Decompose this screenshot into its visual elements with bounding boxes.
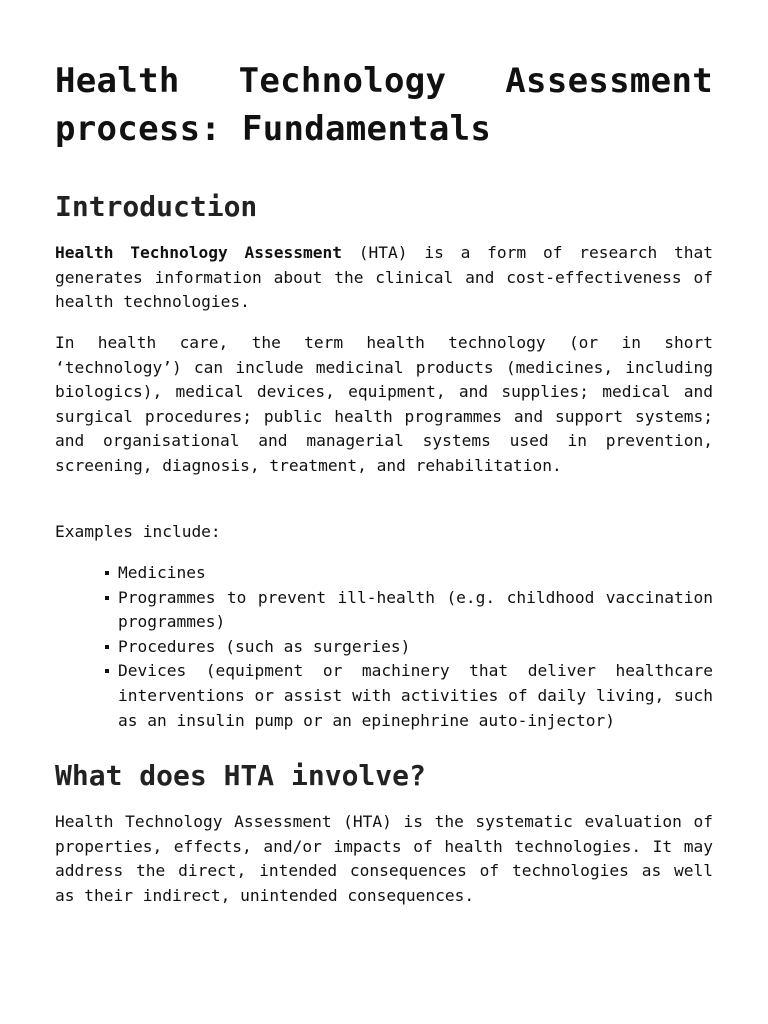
list-item-text: Devices (equipment or machinery that deliver healthcare interventions or assist with activities of daily living, such as an insulin pump or an epinephrine auto-injector) xyxy=(118,661,713,730)
intro-paragraph-text: (HTA) is a form of research that generates information about the clinical and cost-effectiveness of health technologies. xyxy=(55,243,713,312)
examples-label: Examples include: xyxy=(55,522,221,541)
list-item xyxy=(55,586,713,635)
list-item-text: Medicines xyxy=(118,563,206,582)
health-technology-definition-paragraph: In health care, the term health technology (or in short ‘technology’) can include medicinal products (medicines, including biologics), medical devices, equipment, and supplies; medical and surgical procedures; public health programmes and support systems; and organisational and managerial systems used in prevention, screening, diagnosis, treatment, and rehabilitation. xyxy=(55,333,713,475)
list-item-text: Procedures (such as surgeries) xyxy=(118,636,411,656)
document-title: Health Technology Assessment process: Fundamentals xyxy=(55,61,713,149)
intro-paragraph xyxy=(55,241,713,315)
bullet-icon xyxy=(105,645,109,649)
examples-list xyxy=(55,561,713,733)
list-item xyxy=(55,635,713,660)
bullet-icon xyxy=(105,669,109,673)
list-item xyxy=(55,659,713,733)
bullet-icon xyxy=(105,596,109,600)
hta-involve-paragraph: Health Technology Assessment (HTA) is the systematic evaluation of properties, effects, and/or impacts of health technologies. It may address the direct, intended consequences of technologies as well as their indirect, unintended consequences. xyxy=(55,812,713,905)
list-item xyxy=(55,561,713,586)
intro-bold-term: Health Technology Assessment xyxy=(55,243,342,262)
section-heading-introduction: Introduction xyxy=(55,190,258,223)
list-item-text: Programmes to prevent ill-health (e.g. childhood vaccination programmes) xyxy=(118,587,713,632)
bullet-icon xyxy=(105,571,109,575)
section-heading-what-does-hta-involve: What does HTA involve? xyxy=(55,759,426,792)
